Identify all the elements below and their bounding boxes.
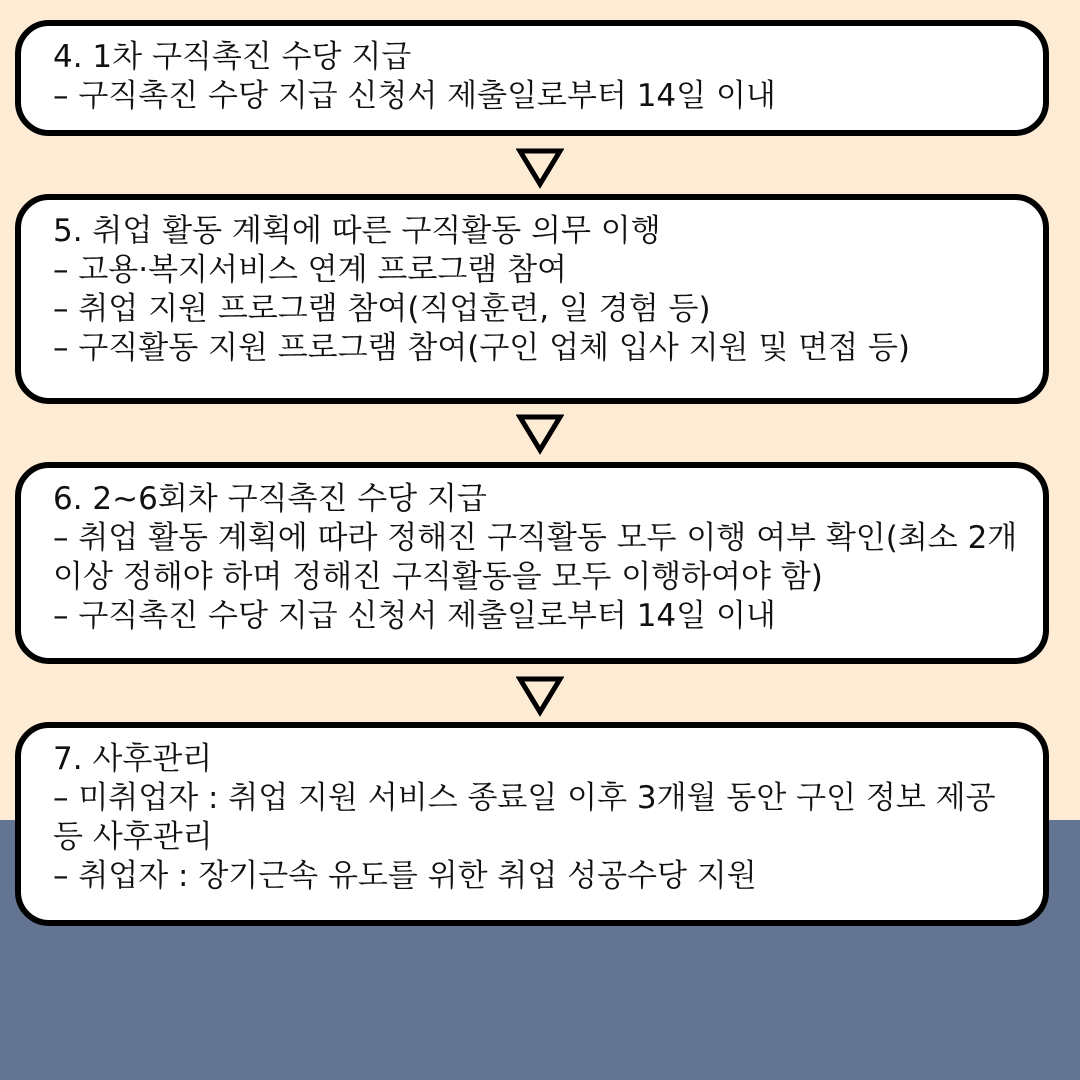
down-triangle-icon — [516, 147, 564, 189]
step-item: – 구직촉진 수당 지급 신청서 제출일로부터 14일 이내 — [53, 78, 776, 114]
step-6-box — [15, 462, 1049, 664]
down-triangle-icon — [516, 413, 564, 455]
step-item: – 취업 활동 계획에 따라 정해진 구직활동 모두 이행 여부 확인(최소 2개 이상 정해야 하며 정해진 구직활동을 모두 이행하여야 함) — [53, 520, 1018, 595]
step-item: – 고용·복지서비스 연계 프로그램 참여 — [53, 252, 567, 288]
step-7-box — [15, 722, 1049, 926]
step-item: – 취업자 : 장기근속 유도를 위한 취업 성공수당 지원 — [53, 858, 757, 894]
down-triangle-icon — [516, 675, 564, 717]
step-item: – 미취업자 : 취업 지원 서비스 종료일 이후 3개월 동안 구인 정보 제공 등 사후관리 — [53, 780, 996, 855]
step-title: 7. 사후관리 — [53, 741, 213, 777]
step-title: 6. 2~6회차 구직촉진 수당 지급 — [53, 481, 487, 517]
step-item: – 취업 지원 프로그램 참여(직업훈련, 일 경험 등) — [53, 291, 711, 327]
step-4-box — [15, 20, 1049, 136]
step-title: 5. 취업 활동 계획에 따른 구직활동 의무 이행 — [53, 213, 661, 249]
step-item: – 구직촉진 수당 지급 신청서 제출일로부터 14일 이내 — [53, 598, 776, 634]
step-5-box — [15, 194, 1049, 404]
step-title: 4. 1차 구직촉진 수당 지급 — [53, 39, 412, 75]
step-item: – 구직활동 지원 프로그램 참여(구인 업체 입사 지원 및 면접 등) — [53, 330, 910, 366]
